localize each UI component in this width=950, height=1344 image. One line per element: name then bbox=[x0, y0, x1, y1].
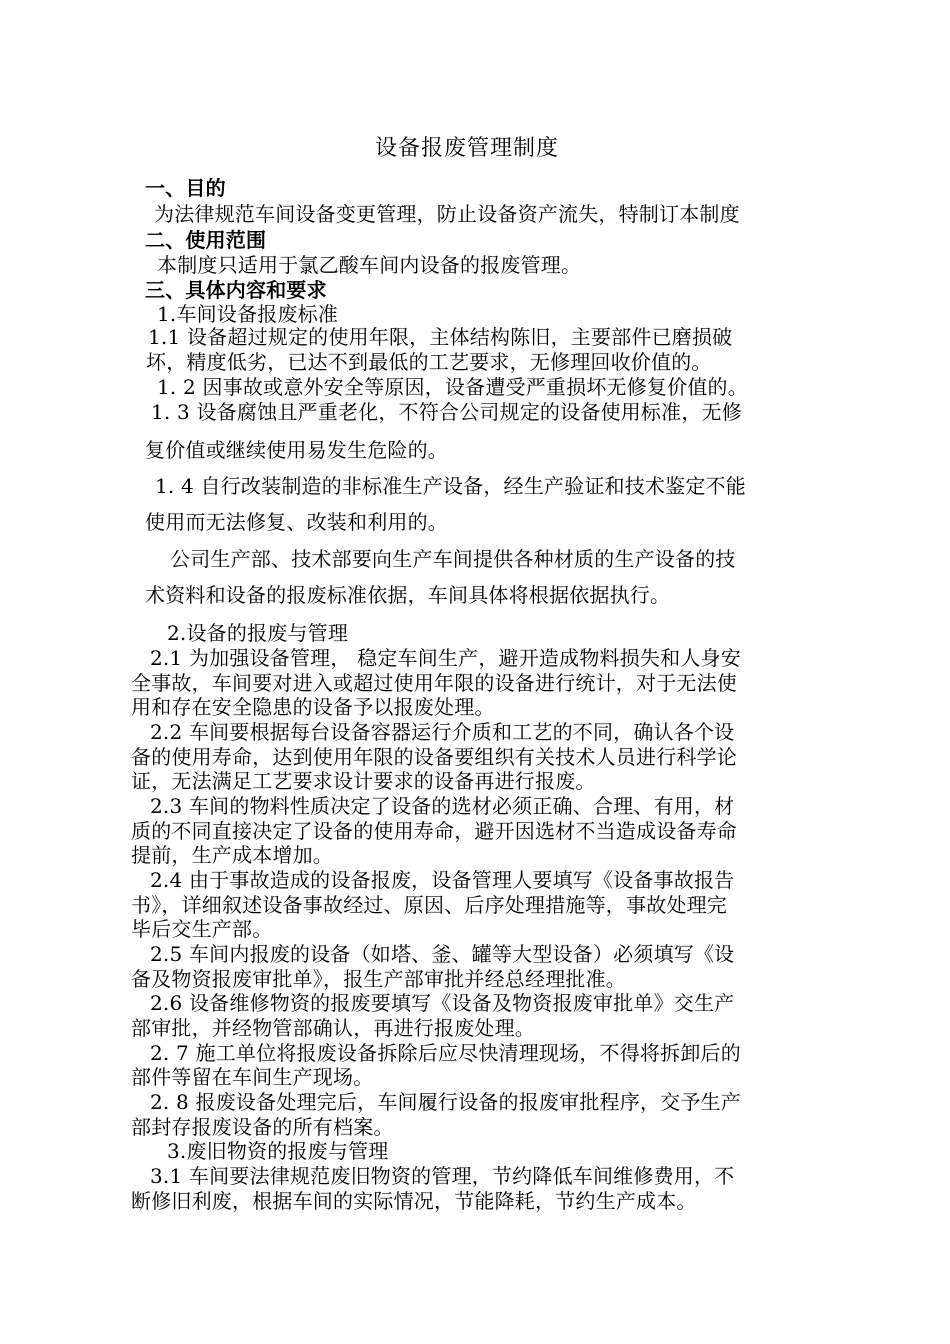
paragraph-line: 本制度只适用于氯乙酸车间内设备的报废管理。 bbox=[157, 253, 582, 277]
paragraph-line: 2. 7 施工单位将报废设备拆除后应尽快清理现场，不得将拆卸后的 bbox=[150, 1041, 741, 1065]
paragraph-line: 2.2 车间要根据每台设备容器运行介质和工艺的不同，确认各个设 bbox=[150, 720, 735, 744]
paragraph-line: 坏，精度低劣，已达不到最低的工艺要求，无修理回收价值的。 bbox=[146, 350, 712, 374]
paragraph-line: 2.6 设备维修物资的报废要填写《设备及物资报废审批单》交生产 bbox=[150, 991, 735, 1015]
paragraph-line: 1. 3 设备腐蚀且严重老化，不符合公司规定的设备使用标准，无修 bbox=[151, 400, 742, 424]
paragraph-line: 3.1 车间要法律规范废旧物资的管理，节约降低车间维修费用，不 bbox=[150, 1164, 735, 1188]
paragraph-line: 1. 2 因事故或意外安全等原因，设备遭受严重损坏无修复价值的。 bbox=[157, 375, 748, 399]
paragraph-line: 断修旧利废，根据车间的实际情况，节能降耗，节约生产成本。 bbox=[131, 1189, 697, 1213]
paragraph-line: 为法律规范车间设备变更管理，防止设备资产流失，特制订本制度 bbox=[154, 202, 740, 226]
paragraph-line: 证，无法满足工艺要求设计要求的设备再进行报废。 bbox=[131, 769, 596, 793]
paragraph-line: 书》，详细叙述设备事故经过、原因、后序处理措施等，事故处理完 bbox=[131, 893, 727, 917]
paragraph-line: 提前，生产成本增加。 bbox=[131, 843, 333, 867]
subsection-heading: 1.车间设备报废标准 bbox=[157, 302, 339, 326]
paragraph-line: 复价值或继续使用易发生危险的。 bbox=[145, 438, 448, 462]
paragraph-line: 部审批，并经物管部确认，再进行报废处理。 bbox=[131, 1016, 535, 1040]
paragraph-line: 毕后交生产部。 bbox=[131, 917, 273, 941]
paragraph-line: 2.5 车间内报废的设备（如塔、釜、罐等大型设备）必须填写《设 bbox=[150, 942, 735, 966]
paragraph-line: 质的不同直接决定了设备的使用寿命，避开因选材不当造成设备寿命 bbox=[131, 819, 737, 843]
paragraph-line: 备的使用寿命，达到使用年限的设备要组织有关技术人员进行科学论 bbox=[131, 745, 737, 769]
paragraph-line: 2.4 由于事故造成的设备报废，设备管理人要填写《设备事故报告 bbox=[150, 868, 735, 892]
paragraph-line: 使用而无法修复、改装和利用的。 bbox=[145, 510, 448, 534]
paragraph-line: 2.1 为加强设备管理， 稳定车间生产，避开造成物料损失和人身安 bbox=[150, 646, 741, 670]
section-heading-scope: 二、使用范围 bbox=[145, 228, 267, 252]
paragraph-line: 1. 4 自行改装制造的非标准生产设备，经生产验证和技术鉴定不能 bbox=[155, 474, 746, 498]
paragraph-line: 全事故，车间要对进入或超过使用年限的设备进行统计，对于无法使 bbox=[131, 671, 737, 695]
paragraph-line: 1.1 设备超过规定的使用年限，主体结构陈旧，主要部件已磨损破 bbox=[148, 325, 733, 349]
section-heading-purpose: 一、目的 bbox=[145, 176, 226, 200]
section-heading-content: 三、具体内容和要求 bbox=[145, 278, 327, 302]
paragraph-line: 2.3 车间的物料性质决定了设备的选材必须正确、合理、有用，材 bbox=[150, 794, 735, 818]
paragraph-line: 用和存在安全隐患的设备予以报废处理。 bbox=[131, 695, 495, 719]
paragraph-line: 部件等留在车间生产现场。 bbox=[131, 1065, 374, 1089]
subsection-heading: 3.废旧物资的报废与管理 bbox=[167, 1139, 389, 1163]
paragraph-line: 2. 8 报废设备处理完后，车间履行设备的报废审批程序，交予生产 bbox=[150, 1090, 741, 1114]
paragraph-line: 公司生产部、技术部要向生产车间提供各种材质的生产设备的技 bbox=[170, 547, 736, 571]
paragraph-line: 部封存报废设备的所有档案。 bbox=[131, 1115, 394, 1139]
subsection-heading: 2.设备的报废与管理 bbox=[167, 621, 349, 645]
document-title: 设备报废管理制度 bbox=[375, 136, 560, 161]
paragraph-line: 备及物资报废审批单》，报生产部审批并经总经理批准。 bbox=[131, 967, 626, 991]
paragraph-line: 术资料和设备的报废标准依据，车间具体将根据依据执行。 bbox=[145, 583, 671, 607]
